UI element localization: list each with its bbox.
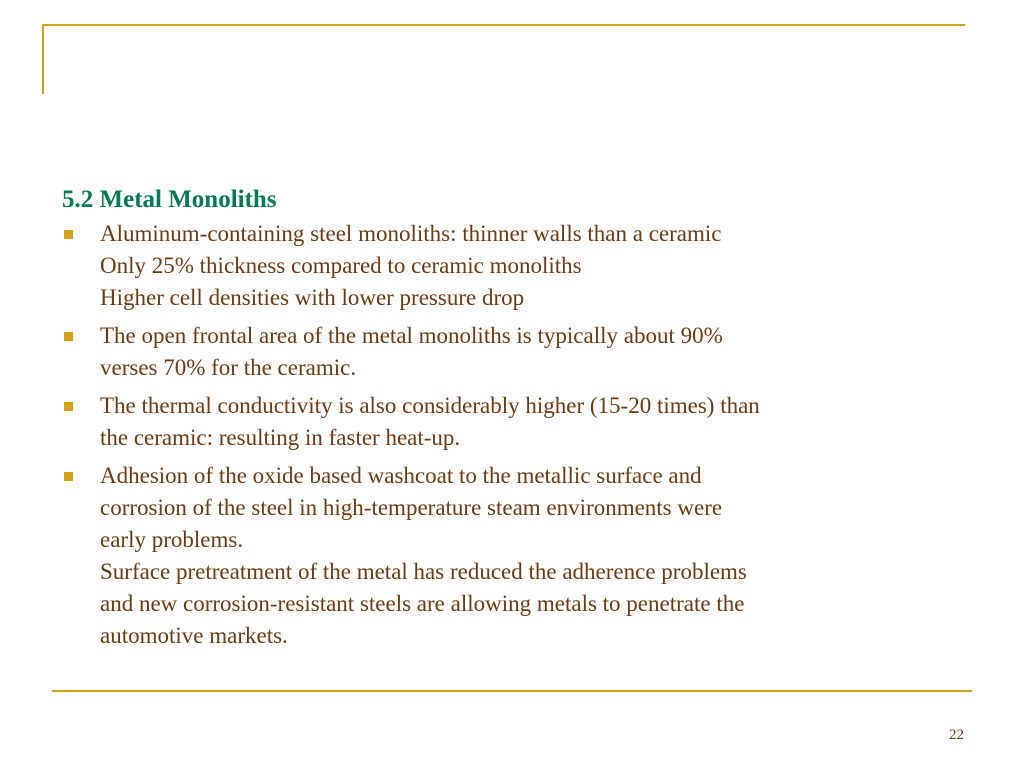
bullet-line: corrosion of the steel in high-temperature steam environments were [100, 495, 723, 520]
slide-heading: 5.2 Metal Monoliths [62, 186, 277, 213]
frame-top-rule [42, 24, 965, 26]
footer-rule [52, 690, 972, 692]
bullet-line: and new corrosion-resistant steels are allowing metals to penetrate the [100, 591, 745, 616]
square-bullet-icon [64, 230, 73, 239]
bullet-item-thermal-conductivity [62, 390, 972, 454]
page-number: 22 [949, 727, 964, 743]
square-bullet-icon [64, 402, 73, 411]
bullet-line: Adhesion of the oxide based washcoat to the metallic surface and [100, 463, 702, 488]
bullet-line: Surface pretreatment of the metal has reduced the adherence problems [100, 559, 747, 584]
bullet-list [62, 218, 972, 652]
bullet-line: The thermal conductivity is also considerably higher (15-20 times) than [100, 393, 760, 418]
bullet-line: automotive markets. [100, 623, 288, 648]
bullet-line: The open frontal area of the metal monoliths is typically about 90% [100, 323, 723, 348]
square-bullet-icon [64, 332, 73, 341]
bullet-item-metal-monoliths [62, 218, 972, 314]
bullet-line: early problems. [100, 527, 244, 552]
slide-content [62, 182, 972, 652]
bullet-line: verses 70% for the ceramic. [100, 355, 357, 380]
frame-left-rule [42, 24, 44, 94]
bullet-line: Higher cell densities with lower pressure drop [100, 285, 525, 310]
bullet-line: Only 25% thickness compared to ceramic monoliths [100, 253, 582, 278]
square-bullet-icon [64, 472, 73, 481]
bullet-item-adhesion [62, 460, 972, 652]
bullet-item-open-frontal-area [62, 320, 972, 384]
bullet-line: Aluminum-containing steel monoliths: thinner walls than a ceramic [100, 221, 722, 246]
bullet-line: the ceramic: resulting in faster heat-up. [100, 425, 461, 450]
